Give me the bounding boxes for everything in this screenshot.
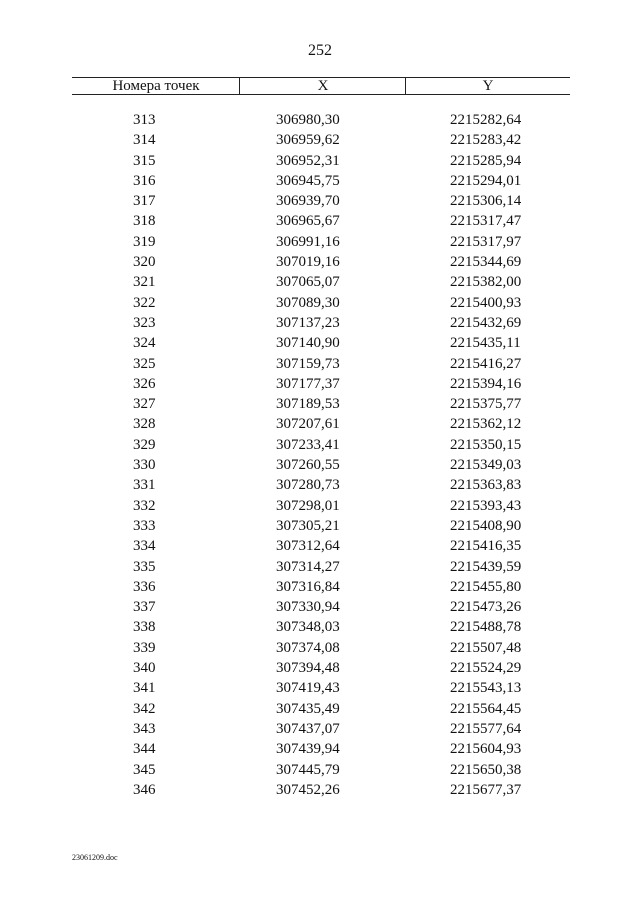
header-y: Y xyxy=(482,78,494,94)
table-row xyxy=(72,232,570,252)
y-coordinate-cell: 2215294,01 xyxy=(450,172,522,189)
x-coordinate-cell: 306945,75 xyxy=(276,172,340,189)
y-coordinate-cell: 2215432,69 xyxy=(450,314,522,331)
x-coordinate-cell: 307233,41 xyxy=(276,436,340,453)
coordinates-table xyxy=(72,77,570,800)
y-coordinate-cell: 2215677,37 xyxy=(450,781,522,798)
page-number: 252 xyxy=(308,42,332,59)
point-number-cell: 322 xyxy=(133,294,156,311)
y-coordinate-cell: 2215394,16 xyxy=(450,375,522,392)
table-row xyxy=(72,191,570,211)
table-row xyxy=(72,739,570,759)
y-coordinate-cell: 2215439,59 xyxy=(450,558,522,575)
point-number-cell: 323 xyxy=(133,314,156,331)
y-coordinate-cell: 2215416,35 xyxy=(450,538,522,555)
x-coordinate-cell: 307177,37 xyxy=(276,375,340,392)
y-coordinate-cell: 2215362,12 xyxy=(450,416,522,433)
x-coordinate-cell: 306959,62 xyxy=(276,132,340,149)
table-row xyxy=(72,780,570,800)
table-row xyxy=(72,577,570,597)
table-row xyxy=(72,313,570,333)
x-coordinate-cell: 307298,01 xyxy=(276,497,340,514)
table-row xyxy=(72,719,570,739)
x-coordinate-cell: 307260,55 xyxy=(276,457,340,474)
x-coordinate-cell: 307312,64 xyxy=(276,538,340,555)
y-coordinate-cell: 2215524,29 xyxy=(450,660,522,677)
table-row xyxy=(72,678,570,698)
x-coordinate-cell: 307314,27 xyxy=(276,558,340,575)
y-coordinate-cell: 2215344,69 xyxy=(450,254,522,271)
table-row xyxy=(72,211,570,231)
y-coordinate-cell: 2215393,43 xyxy=(450,497,522,514)
y-coordinate-cell: 2215577,64 xyxy=(450,720,522,737)
point-number-cell: 344 xyxy=(133,741,156,758)
point-number-cell: 342 xyxy=(133,700,156,717)
x-coordinate-cell: 307207,61 xyxy=(276,416,340,433)
x-coordinate-cell: 307305,21 xyxy=(276,517,340,534)
y-coordinate-cell: 2215650,38 xyxy=(450,761,522,778)
x-coordinate-cell: 307330,94 xyxy=(276,599,340,616)
table-row xyxy=(72,130,570,150)
point-number-cell: 318 xyxy=(133,213,156,230)
point-number-cell: 315 xyxy=(133,152,156,169)
x-coordinate-cell: 307348,03 xyxy=(276,619,340,636)
table-row xyxy=(72,455,570,475)
point-number-cell: 340 xyxy=(133,660,156,677)
x-coordinate-cell: 306952,31 xyxy=(276,152,340,169)
x-coordinate-cell: 307089,30 xyxy=(276,294,340,311)
table-row xyxy=(72,475,570,495)
table-row xyxy=(72,658,570,678)
y-coordinate-cell: 2215455,80 xyxy=(450,578,522,595)
y-coordinate-cell: 2215349,03 xyxy=(450,457,522,474)
x-coordinate-cell: 307439,94 xyxy=(276,741,340,758)
y-coordinate-cell: 2215317,47 xyxy=(450,213,522,230)
x-coordinate-cell: 307452,26 xyxy=(276,781,340,798)
point-number-cell: 336 xyxy=(133,578,156,595)
table-row xyxy=(72,110,570,130)
y-coordinate-cell: 2215473,26 xyxy=(450,599,522,616)
table-row xyxy=(72,435,570,455)
point-number-cell: 339 xyxy=(133,639,156,656)
point-number-cell: 334 xyxy=(133,538,156,555)
y-coordinate-cell: 2215317,97 xyxy=(450,233,522,250)
table-row xyxy=(72,496,570,516)
y-coordinate-cell: 2215382,00 xyxy=(450,274,522,291)
table-body xyxy=(72,110,570,800)
y-coordinate-cell: 2215282,64 xyxy=(450,112,522,128)
y-coordinate-cell: 2215285,94 xyxy=(450,152,522,169)
x-coordinate-cell: 306980,30 xyxy=(276,112,340,128)
point-number-cell: 316 xyxy=(133,172,156,189)
x-coordinate-cell: 306939,70 xyxy=(276,193,340,210)
x-coordinate-cell: 306991,16 xyxy=(276,233,340,250)
point-number-cell: 324 xyxy=(133,335,156,352)
x-coordinate-cell: 307437,07 xyxy=(276,720,340,737)
x-coordinate-cell: 307394,48 xyxy=(276,660,340,677)
y-coordinate-cell: 2215283,42 xyxy=(450,132,522,149)
y-coordinate-cell: 2215416,27 xyxy=(450,355,522,372)
file-name: 23061209.doc xyxy=(72,853,118,862)
table-row xyxy=(72,638,570,658)
table-row xyxy=(72,536,570,556)
x-coordinate-cell: 307435,49 xyxy=(276,700,340,717)
y-coordinate-cell: 2215408,90 xyxy=(450,517,522,534)
table-row xyxy=(72,557,570,577)
point-number-cell: 313 xyxy=(133,112,156,128)
point-number-cell: 317 xyxy=(133,193,156,210)
x-coordinate-cell: 307419,43 xyxy=(276,680,340,697)
point-number-cell: 346 xyxy=(133,781,156,798)
point-number-cell: 333 xyxy=(133,517,156,534)
table-row xyxy=(72,252,570,272)
y-coordinate-cell: 2215435,11 xyxy=(450,335,521,352)
point-number-cell: 343 xyxy=(133,720,156,737)
x-coordinate-cell: 307140,90 xyxy=(276,335,340,352)
x-coordinate-cell: 307159,73 xyxy=(276,355,340,372)
y-coordinate-cell: 2215400,93 xyxy=(450,294,522,311)
x-coordinate-cell: 307189,53 xyxy=(276,396,340,413)
point-number-cell: 335 xyxy=(133,558,156,575)
table-row xyxy=(72,374,570,394)
x-coordinate-cell: 307316,84 xyxy=(276,578,340,595)
table-row xyxy=(72,394,570,414)
point-number-cell: 321 xyxy=(133,274,156,291)
y-coordinate-cell: 2215543,13 xyxy=(450,680,522,697)
table-row xyxy=(72,699,570,719)
table-row xyxy=(72,597,570,617)
point-number-cell: 331 xyxy=(133,477,156,494)
point-number-cell: 319 xyxy=(133,233,156,250)
header-point-numbers: Номера точек xyxy=(112,78,200,94)
y-coordinate-cell: 2215507,48 xyxy=(450,639,522,656)
x-coordinate-cell: 306965,67 xyxy=(276,213,340,230)
point-number-cell: 332 xyxy=(133,497,156,514)
x-coordinate-cell: 307137,23 xyxy=(276,314,340,331)
point-number-cell: 325 xyxy=(133,355,156,372)
y-coordinate-cell: 2215350,15 xyxy=(450,436,522,453)
table-header xyxy=(72,77,570,95)
table-row xyxy=(72,617,570,637)
y-coordinate-cell: 2215488,78 xyxy=(450,619,522,636)
table-row xyxy=(72,171,570,191)
header-x: X xyxy=(317,78,329,94)
x-coordinate-cell: 307280,73 xyxy=(276,477,340,494)
point-number-cell: 345 xyxy=(133,761,156,778)
point-number-cell: 330 xyxy=(133,457,156,474)
table-row xyxy=(72,293,570,313)
point-number-cell: 329 xyxy=(133,436,156,453)
point-number-cell: 341 xyxy=(133,680,156,697)
table-row xyxy=(72,333,570,353)
y-coordinate-cell: 2215363,83 xyxy=(450,477,522,494)
y-coordinate-cell: 2215306,14 xyxy=(450,193,522,210)
point-number-cell: 320 xyxy=(133,254,156,271)
point-number-cell: 338 xyxy=(133,619,156,636)
table-row xyxy=(72,354,570,374)
y-coordinate-cell: 2215375,77 xyxy=(450,396,522,413)
point-number-cell: 326 xyxy=(133,375,156,392)
table-row xyxy=(72,516,570,536)
point-number-cell: 327 xyxy=(133,396,156,413)
x-coordinate-cell: 307065,07 xyxy=(276,274,340,291)
table-row xyxy=(72,760,570,780)
point-number-cell: 328 xyxy=(133,416,156,433)
y-coordinate-cell: 2215564,45 xyxy=(450,700,522,717)
x-coordinate-cell: 307374,08 xyxy=(276,639,340,656)
table-row xyxy=(72,414,570,434)
table-row xyxy=(72,272,570,292)
point-number-cell: 337 xyxy=(133,599,156,616)
y-coordinate-cell: 2215604,93 xyxy=(450,741,522,758)
x-coordinate-cell: 307019,16 xyxy=(276,254,340,271)
table-row xyxy=(72,151,570,171)
point-number-cell: 314 xyxy=(133,132,156,149)
x-coordinate-cell: 307445,79 xyxy=(276,761,340,778)
